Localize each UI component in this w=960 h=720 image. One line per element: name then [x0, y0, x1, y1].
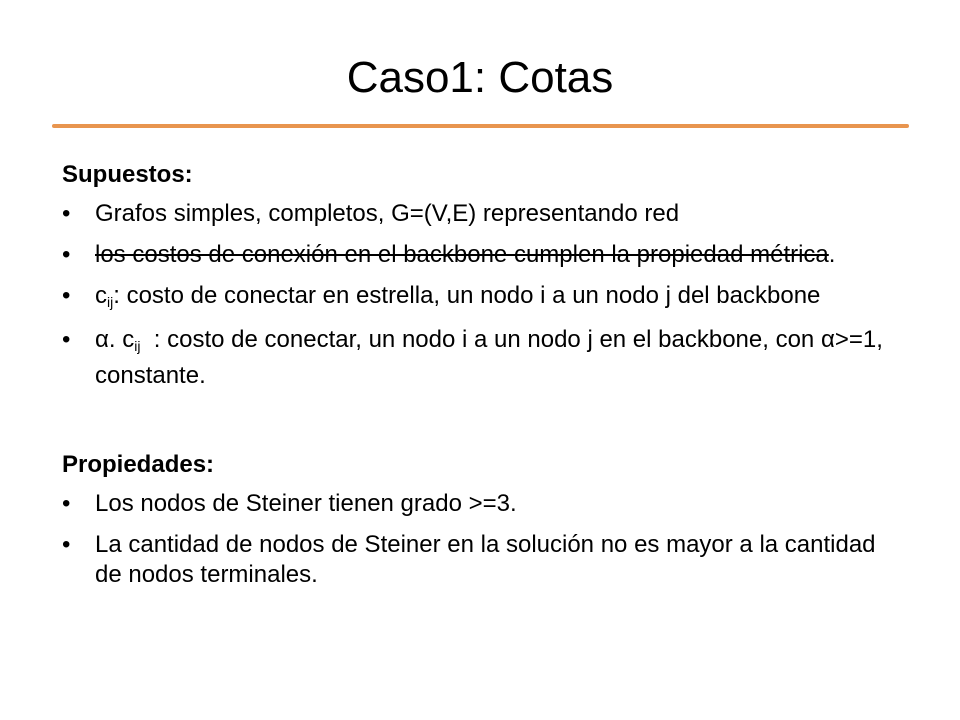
propiedades-list [62, 489, 902, 590]
bullet-icon: • [62, 490, 71, 517]
supuestos-heading: Supuestos: [62, 161, 193, 188]
bullet-text-post: : costo de conectar en estrella, un nodo i a un nodo j del backbone [113, 282, 821, 309]
bullet-icon: • [62, 200, 71, 227]
bullet-text-pre: c [95, 282, 107, 309]
list-item [62, 199, 902, 229]
bullet-icon: • [62, 326, 71, 353]
bullet-icon: • [62, 531, 71, 558]
bullet-icon: • [62, 241, 71, 268]
title-divider [52, 124, 909, 128]
subscript: ij [134, 338, 141, 354]
bullet-text: La cantidad de nodos de Steiner en la solución no es mayor a la cantidad de nodos terminales. [95, 531, 876, 588]
subscript: ij [107, 294, 114, 310]
bullet-text: Grafos simples, completos, G=(V,E) representando red [95, 200, 680, 227]
propiedades-heading: Propiedades: [62, 451, 215, 478]
list-item [62, 240, 902, 270]
bullet-text-tail: . [828, 241, 836, 268]
slide-title: Caso1: Cotas [346, 53, 614, 102]
bullet-text-post: : costo de conectar, un nodo i a un nodo j en el backbone, con α>=1, constante. [95, 326, 890, 389]
bullet-text-pre: α. c [95, 326, 135, 353]
list-item [62, 489, 902, 519]
list-item [62, 322, 902, 394]
slide-body [62, 160, 902, 601]
struck-text: los costos de conexión en el backbone cumplen la propiedad métrica [95, 241, 829, 268]
bullet-text: Los nodos de Steiner tienen grado >=3. [95, 490, 517, 517]
list-item [62, 281, 902, 311]
supuestos-list [62, 199, 902, 394]
list-item [62, 530, 902, 590]
bullet-icon: • [62, 282, 71, 309]
